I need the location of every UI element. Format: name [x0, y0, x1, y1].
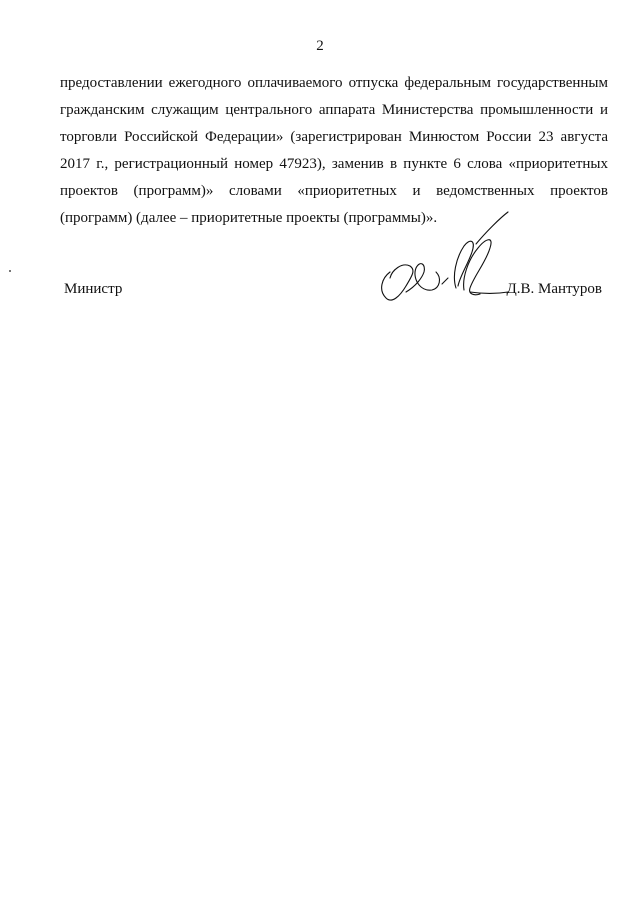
body-line: торговли Российской Федерации» (зарегистрирован Минюстом России 23 августа — [60, 129, 608, 145]
body-line: 2017 г., регистрационный номер 47923), заменив в пункте 6 слова «приоритетных — [60, 156, 608, 172]
signatory-title: Министр — [64, 281, 123, 297]
signatory-name: Д.В. Мантуров — [506, 281, 602, 297]
body-line: (программ) (далее – приоритетные проекты (программы)». — [60, 210, 438, 226]
document-body-text — [60, 70, 608, 232]
body-line: гражданским служащим центрального аппарата Министерства промышленности и — [60, 102, 608, 118]
page-number: 2 — [316, 38, 324, 54]
body-line: проектов (программ)» словами «приоритетных и ведомственных проектов — [60, 183, 608, 199]
signature-block — [60, 281, 608, 301]
body-line: предоставлении ежегодного оплачиваемого отпуска федеральным государственным — [60, 75, 608, 91]
scan-speck — [9, 270, 11, 272]
